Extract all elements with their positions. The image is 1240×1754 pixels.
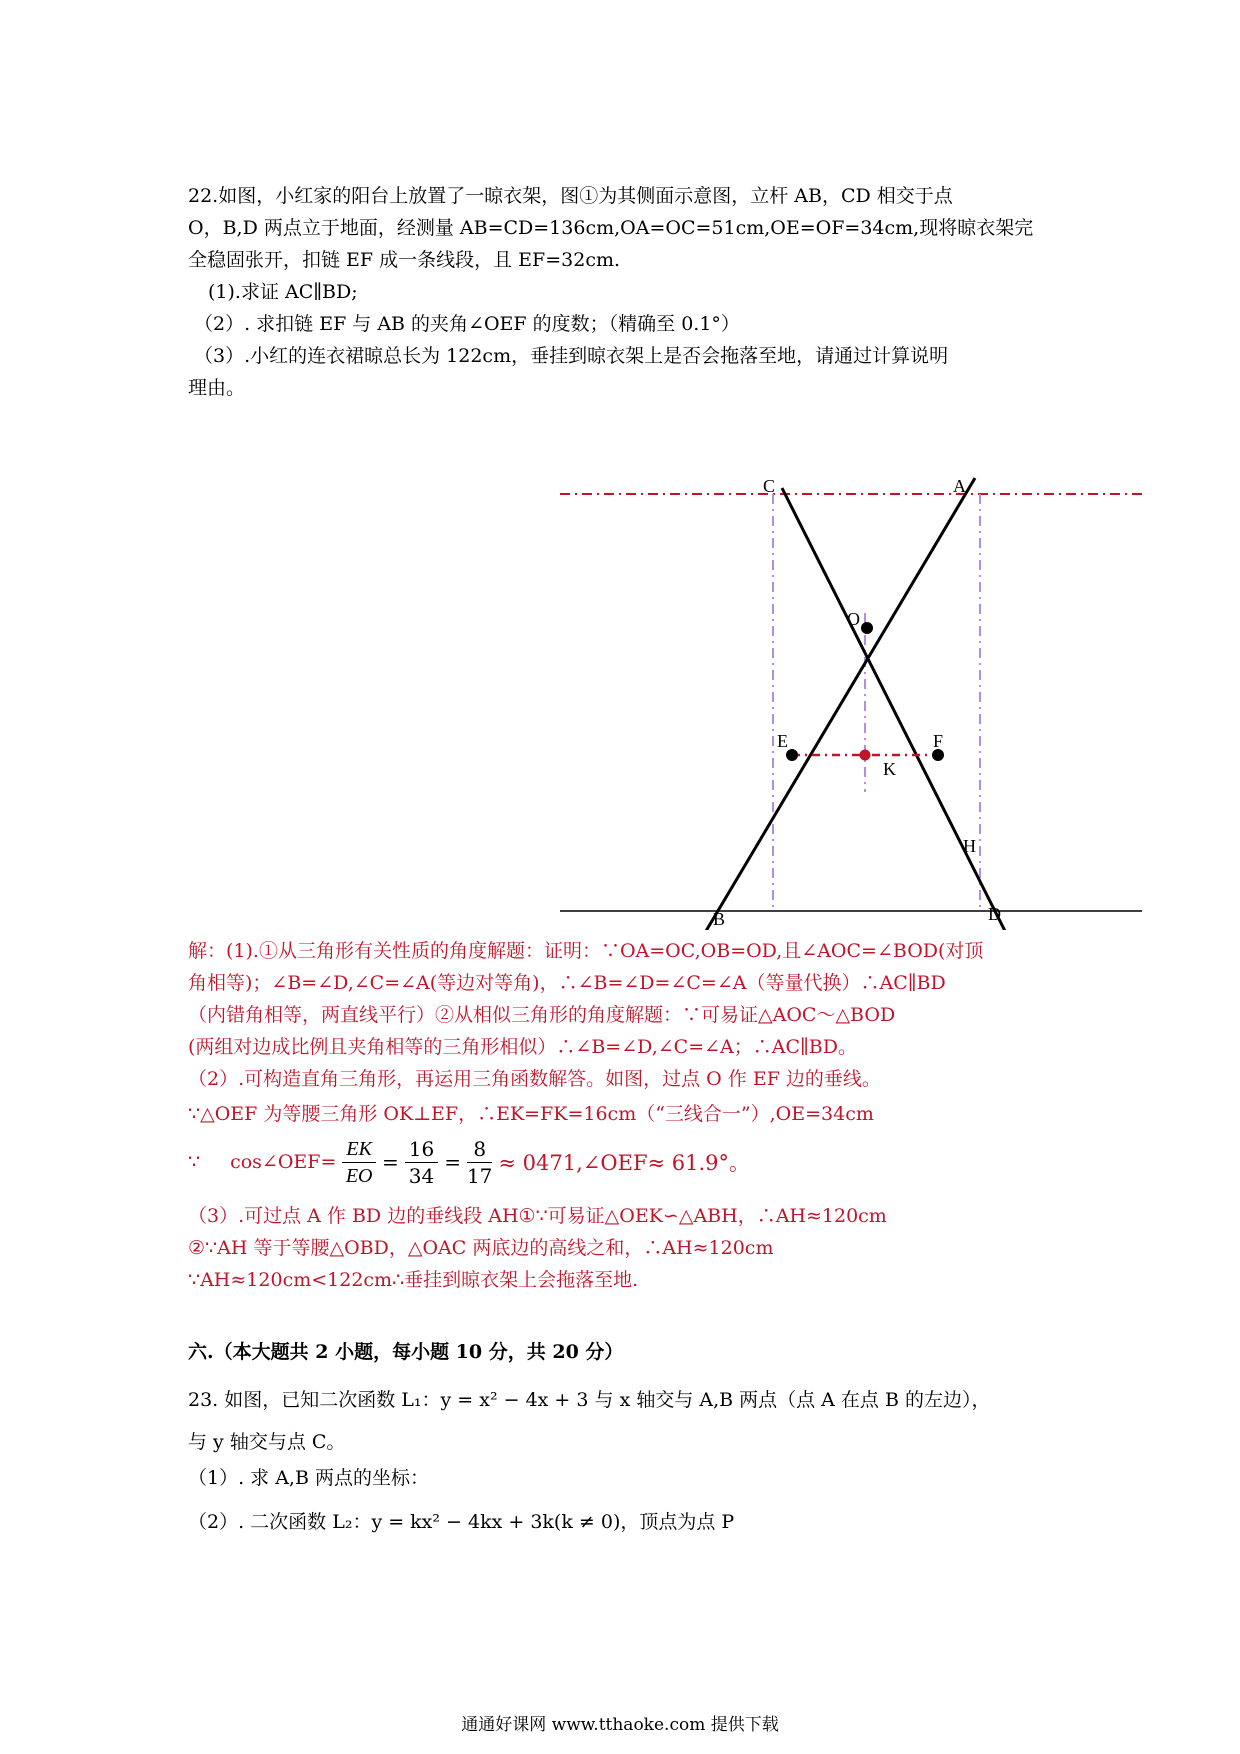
cos-result: ≈ 0471,∠OEF≈ 61.9°。 bbox=[498, 1151, 751, 1175]
q22-part1: (1).求证 AC∥BD; bbox=[208, 281, 358, 303]
q22-part2: （2）. 求扣链 EF 与 AB 的夹角∠OEF 的度数；（精确至 0.1°） bbox=[194, 313, 740, 335]
point-o bbox=[861, 622, 873, 634]
label-o: O bbox=[847, 609, 860, 629]
fraction-ek: EK bbox=[342, 1136, 376, 1163]
cos-label: cos∠OEF= bbox=[230, 1151, 337, 1173]
fraction-eo: EO bbox=[345, 1164, 373, 1187]
cos-equation: ∵ cos∠OEF= $\frac{EK}{EO}$ = $\frac{16}{34}$ = $\frac{8}{17}$ ≈ 0471,∠OEF≈ 61.9°。 bbox=[188, 1136, 751, 1188]
solution-line2: 角相等)；∠B=∠D,∠C=∠A(等边对等角)，∴∠B=∠D=∠C=∠A（等量代换）∴AC∥BD bbox=[188, 972, 946, 994]
fraction-8-17 bbox=[467, 1136, 492, 1189]
fraction-ek-eo bbox=[342, 1136, 376, 1189]
label-a: A bbox=[953, 476, 966, 496]
solution-line8: ②∵AH 等于等腰△OBD，△OAC 两底边的高线之和，∴AH≈120cm bbox=[188, 1237, 774, 1259]
q23-line2: 与 y 轴交与点 C。 bbox=[188, 1431, 346, 1453]
q22-line3: 全稳固张开，扣链 EF 成一条线段，且 EF=32cm. bbox=[188, 249, 621, 271]
q22-line2: O，B,D 两点立于地面，经测量 AB=CD=136cm,OA=OC=51cm,OE=OF=34cm,现将晾衣架完 bbox=[188, 217, 1034, 239]
q23-part2: （2）. 二次函数 L₂：y = kx² − 4kx + 3k(k ≠ 0)，顶点为点 P bbox=[188, 1511, 735, 1533]
solution-line4: (两组对边成比例且夹角相等的三角形相似）∴∠B=∠D,∠C=∠A；∴AC∥BD。 bbox=[188, 1036, 857, 1058]
fraction-16-34 bbox=[405, 1136, 438, 1189]
fraction-16: 16 bbox=[405, 1136, 438, 1163]
label-k: K bbox=[883, 759, 896, 779]
label-f: F bbox=[933, 731, 944, 751]
label-c: C bbox=[763, 476, 776, 496]
solution-line6: ∵△OEF 为等腰三角形 OK⊥EF，∴EK=FK=16cm（“三线合一”）,OE=34cm bbox=[188, 1103, 874, 1125]
point-k bbox=[860, 750, 871, 761]
solution-line3: （内错角相等，两直线平行）②从相似三角形的角度解题：∵可易证△AOC～△BOD bbox=[188, 1004, 896, 1026]
cos-prefix: ∵ bbox=[188, 1151, 201, 1173]
clothes-rack-figure bbox=[560, 470, 1160, 930]
footer-source: 通通好课网 www.tthaoke.com 提供下载 bbox=[461, 1715, 779, 1735]
section-six-heading: 六.（本大题共 2 小题，每小题 10 分，共 20 分） bbox=[188, 1341, 624, 1363]
fraction-17: 17 bbox=[466, 1163, 493, 1188]
solution-line7: （3）.可过点 A 作 BD 边的垂线段 AH①∵可易证△OEK∽△ABH，∴AH≈120cm bbox=[188, 1205, 887, 1227]
rod-ab bbox=[706, 478, 975, 930]
rod-cd bbox=[782, 488, 1007, 930]
q22-part3a: （3）.小红的连衣裙晾总长为 122cm，垂挂到晾衣架上是否会拖落至地，请通过计算说明 bbox=[194, 345, 949, 367]
label-d: D bbox=[988, 904, 1001, 924]
solution-line5: （2）.可构造直角三角形，再运用三角函数解答。如图，过点 O 作 EF 边的垂线。 bbox=[188, 1068, 881, 1090]
fraction-34: 34 bbox=[408, 1163, 435, 1188]
solution-line9: ∵AH≈120cm<122cm∴垂挂到晾衣架上会拖落至地. bbox=[188, 1269, 639, 1291]
label-b: B bbox=[713, 909, 726, 929]
q22-part3b: 理由。 bbox=[188, 377, 246, 399]
q22-line1: 22.如图，小红家的阳台上放置了一晾衣架，图①为其侧面示意图，立杆 AB，CD 相交于点 bbox=[188, 185, 953, 207]
label-e: E bbox=[777, 731, 788, 751]
fraction-8: 8 bbox=[467, 1136, 492, 1163]
q23-part1: （1）. 求 A,B 两点的坐标： bbox=[188, 1467, 429, 1489]
solution-line1: 解：(1).①从三角形有关性质的角度解题：证明：∵OA=OC,OB=OD,且∠AOC=∠BOD(对顶 bbox=[188, 940, 984, 962]
label-h: H bbox=[963, 836, 976, 856]
q23-line1: 23. 如图，已知二次函数 L₁：y = x² − 4x + 3 与 x 轴交与 A,B 两点（点 A 在点 B 的左边）， bbox=[188, 1389, 991, 1411]
